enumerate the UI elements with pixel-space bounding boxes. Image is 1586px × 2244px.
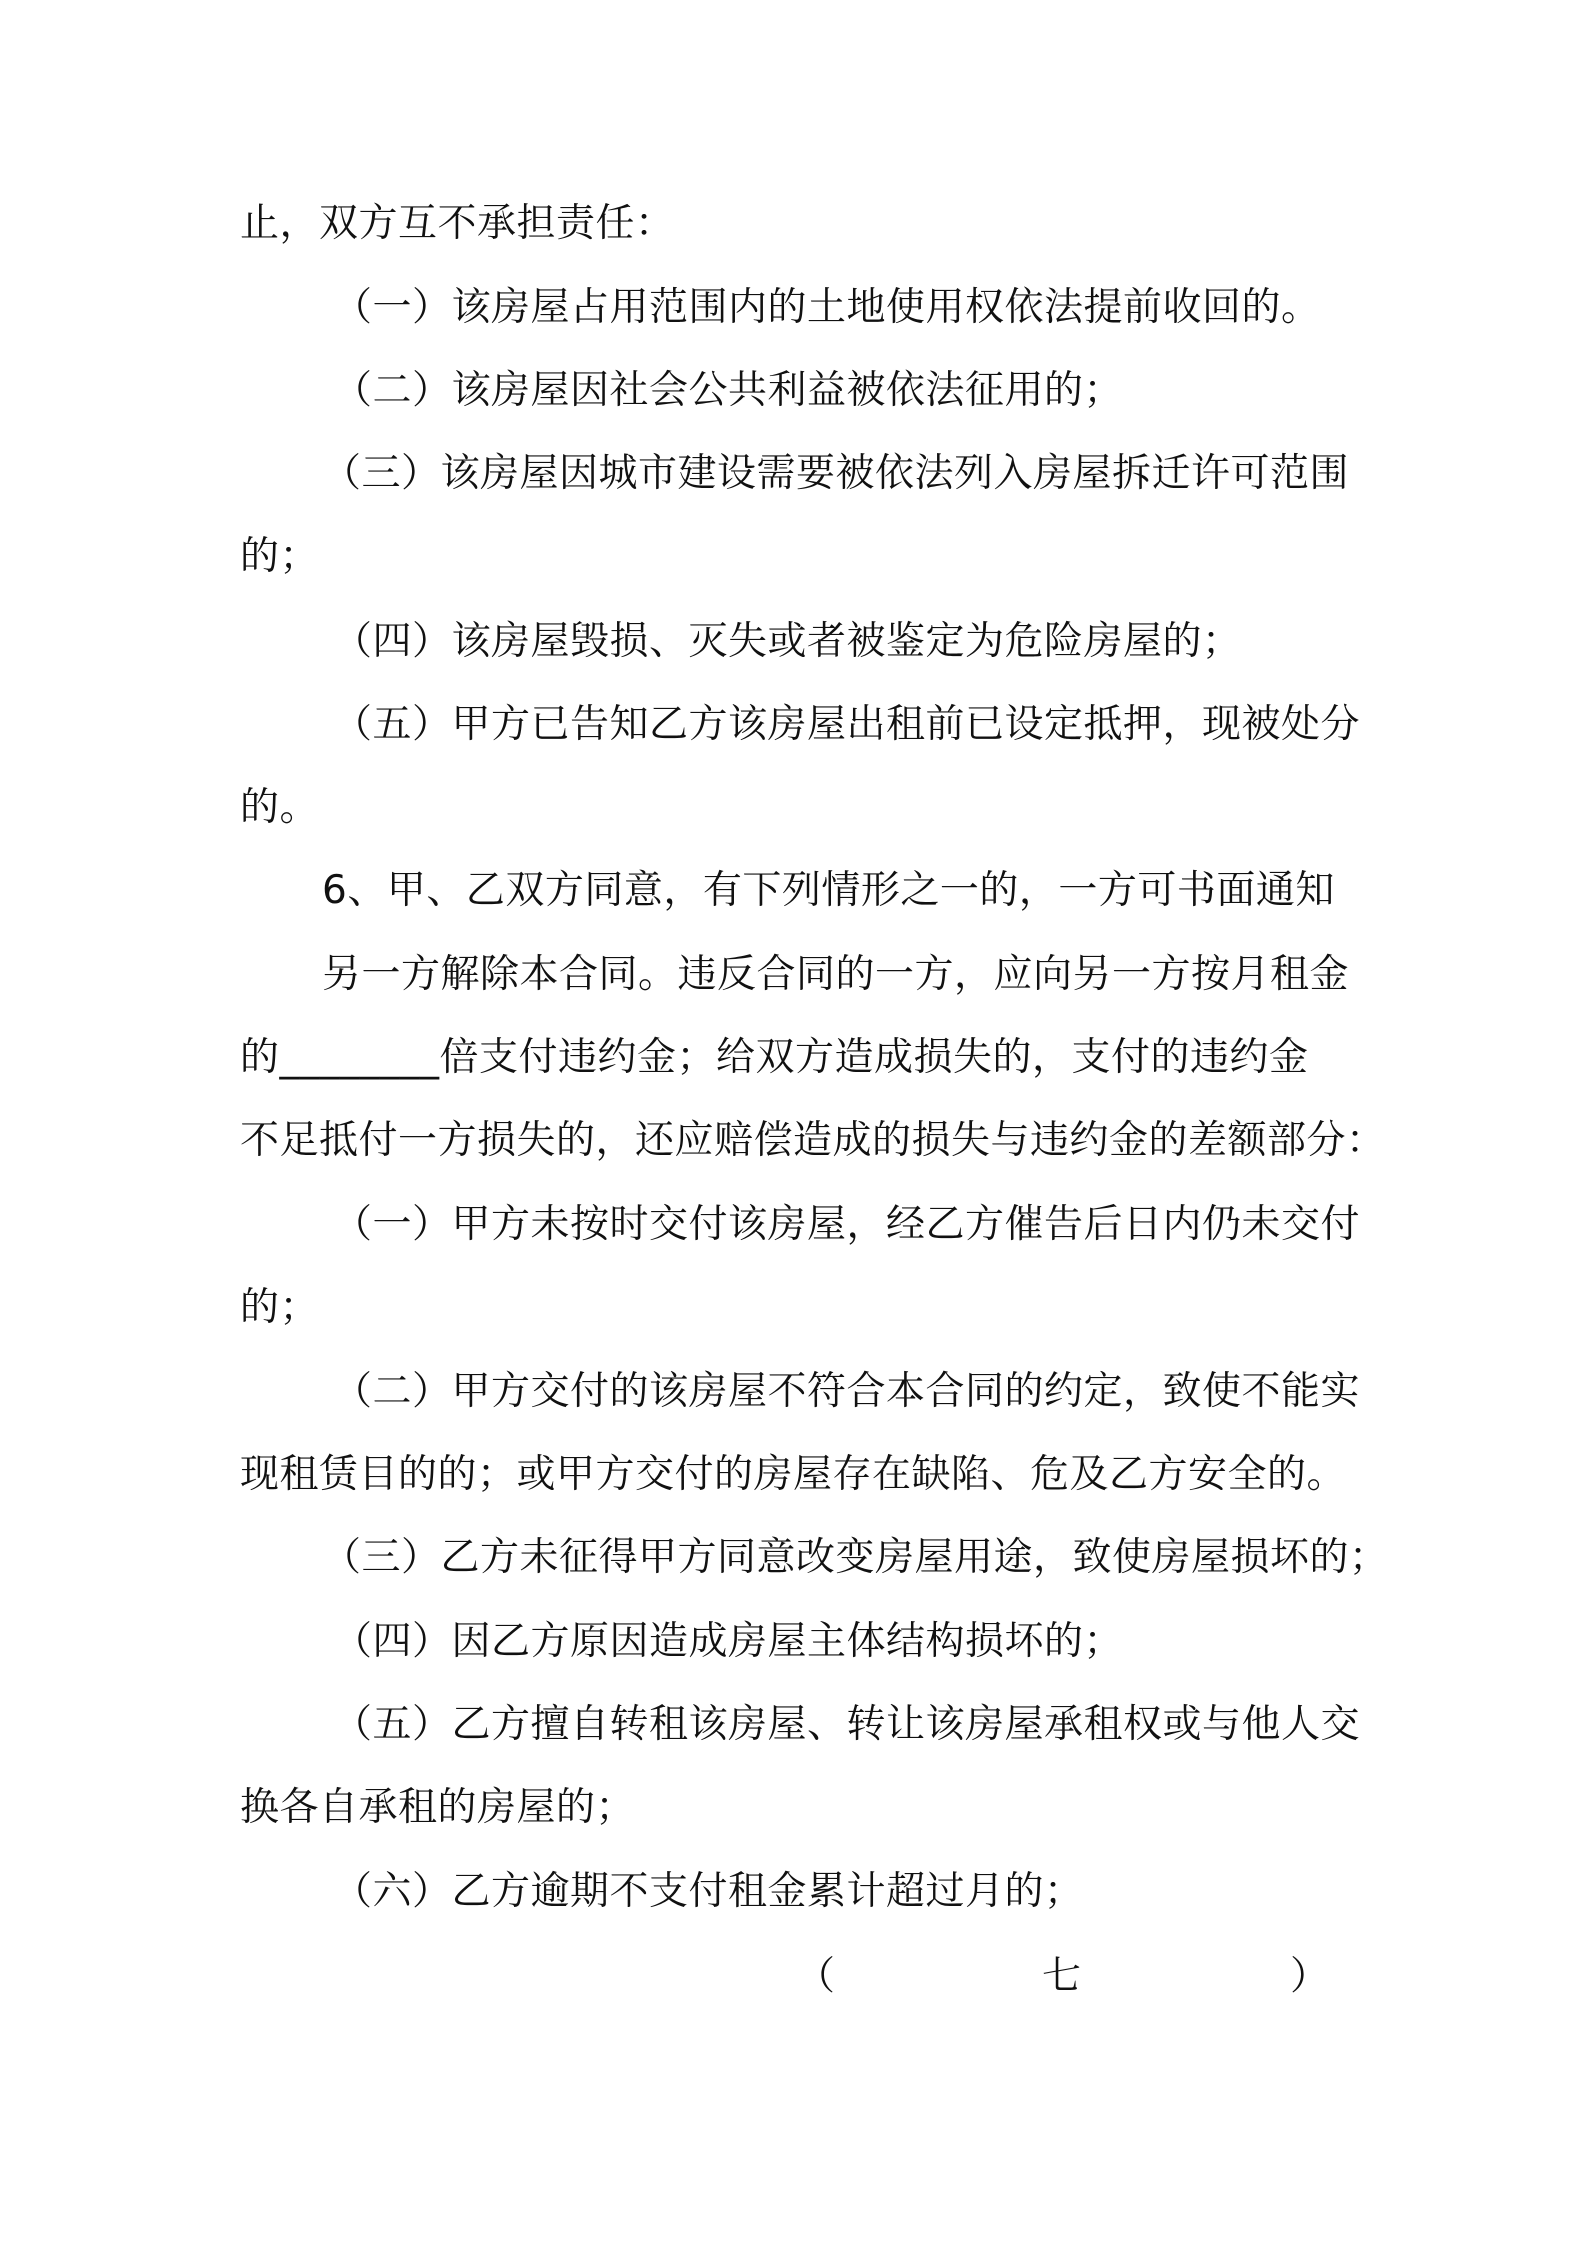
text-line: 止，双方互不承担责任：	[240, 201, 675, 246]
text-line: 的；	[240, 534, 320, 579]
text-line: 的________倍支付违约金；给双方造成损失的，支付的违约金	[240, 1035, 1309, 1080]
text-line: （一）甲方未按时交付该房屋，经乙方催告后日内仍未交付	[333, 1202, 1361, 1247]
closing-close-paren: ）	[1290, 1954, 1330, 1999]
text-line: （五）乙方擅自转租该房屋、转让该房屋承租权或与他人交	[333, 1702, 1361, 1747]
closing-open-paren: （	[796, 1954, 836, 1999]
text-line: （四）因乙方原因造成房屋主体结构损坏的；	[333, 1619, 1124, 1664]
text-line: （三）乙方未征得甲方同意改变房屋用途，致使房屋损坏的；	[322, 1535, 1389, 1580]
text-line: （三）该房屋因城市建设需要被依法列入房屋拆迁许可范围	[322, 451, 1350, 496]
text-line: 6、甲、乙双方同意，有下列情形之一的，一方可书面通知	[322, 868, 1335, 913]
text-line: （五）甲方已告知乙方该房屋出租前已设定抵押，现被处分	[333, 702, 1361, 747]
text-line: （四）该房屋毁损、灭失或者被鉴定为危险房屋的；	[333, 619, 1242, 664]
text-line: （二）该房屋因社会公共利益被依法征用的；	[333, 368, 1124, 413]
text-line: 的；	[240, 1285, 320, 1330]
text-line: 的。	[240, 785, 320, 830]
text-line: 换各自承租的房屋的；	[240, 1785, 636, 1830]
text-line: 不足抵付一方损失的，还应赔偿造成的损失与违约金的差额部分：	[240, 1118, 1386, 1163]
text-line: 现租赁目的的；或甲方交付的房屋存在缺陷、危及乙方安全的。	[240, 1452, 1347, 1497]
text-line: 另一方解除本合同。违反合同的一方，应向另一方按月租金	[322, 952, 1350, 997]
text-line: （一）该房屋占用范围内的土地使用权依法提前收回的。	[333, 285, 1321, 330]
closing-clause-number: 七	[1042, 1954, 1082, 1999]
text-line: （六）乙方逾期不支付租金累计超过月的；	[333, 1869, 1084, 1914]
text-line: （二）甲方交付的该房屋不符合本合同的约定，致使不能实	[333, 1369, 1361, 1414]
